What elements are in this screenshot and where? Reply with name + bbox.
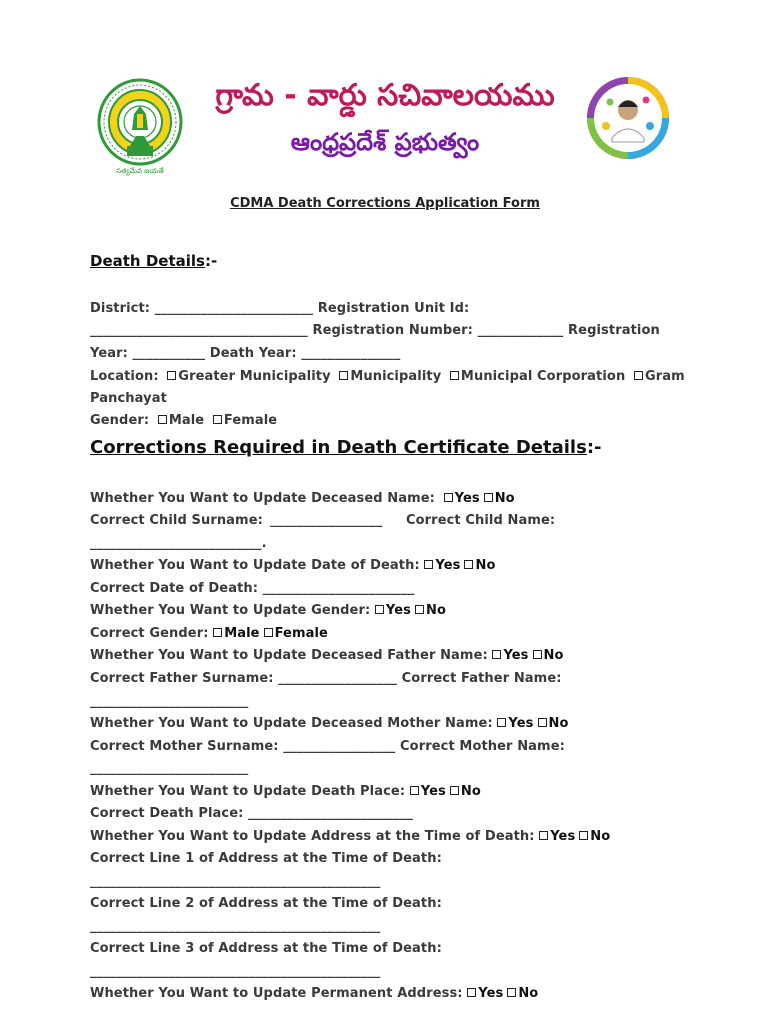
corrections-heading-suffix: :- [586, 437, 602, 458]
death-place-yes-label: Yes [420, 784, 446, 799]
question-date-of-death-text: Whether You Want to Update Date of Death: [90, 558, 420, 573]
address-line2-label: Correct Line 2 of Address at the Time of Death: [90, 896, 442, 911]
registration-word: Registration [568, 323, 660, 338]
location-row [90, 369, 685, 384]
year-row [90, 346, 400, 361]
location-checkbox-greater-municipality[interactable] [167, 371, 176, 380]
address-no-label: No [590, 829, 611, 844]
question-death-place-text: Whether You Want to Update Death Place: [90, 784, 406, 799]
question-father-name [90, 648, 564, 663]
question-mother-name-text: Whether You Want to Update Deceased Mother Name: [90, 716, 493, 731]
death-details-heading-suffix: :- [204, 252, 218, 270]
mother-name-row [90, 739, 565, 754]
gender-option-male: Male [168, 413, 205, 428]
mother-name-yes-checkbox[interactable] [497, 718, 506, 727]
correct-gender-female-checkbox[interactable] [264, 628, 273, 637]
correct-gender-male-label: Male [224, 626, 260, 641]
child-surname-label: Correct Child Surname: [90, 513, 263, 528]
address-line2-field[interactable]: ____________________________________________ [90, 919, 381, 934]
location-option-municipal-corporation: Municipal Corporation [460, 369, 626, 384]
correct-mother-name-field[interactable]: ________________________ [90, 761, 249, 776]
address-no-checkbox[interactable] [579, 831, 588, 840]
child-name-label: Correct Child Name: [406, 513, 556, 528]
father-name-yes-checkbox[interactable] [492, 650, 501, 659]
location-label: Location: [90, 369, 159, 384]
date-of-death-no-checkbox[interactable] [464, 560, 473, 569]
question-gender [90, 603, 446, 618]
correct-gender-female-label: Female [274, 626, 328, 641]
death-details-heading-text: Death Details [90, 252, 205, 270]
correct-mother-name-label: Correct Mother Name: [400, 739, 565, 754]
address-yes-label: Yes [550, 829, 576, 844]
location-option-greater-municipality: Greater Municipality [178, 369, 331, 384]
registration-unit-line[interactable]: _________________________________ [90, 323, 308, 338]
question-deceased-name [90, 491, 515, 506]
death-place-yes-checkbox[interactable] [410, 786, 419, 795]
date-of-death-yes-checkbox[interactable] [424, 560, 433, 569]
question-gender-text: Whether You Want to Update Gender: [90, 603, 371, 618]
registration-unit-label[interactable]: Registration Unit Id: [317, 301, 470, 316]
correct-death-place-field[interactable]: Correct Death Place: _________________________ [90, 806, 414, 821]
address-line1-field[interactable]: ____________________________________________ [90, 874, 381, 889]
gender-option-female: Female [223, 413, 278, 428]
district-row [90, 301, 469, 316]
seal-caption: సత్యమేవ జయతే [116, 167, 164, 175]
correct-father-name-label: Correct Father Name: [401, 671, 562, 686]
question-deceased-name-text: Whether You Want to Update Deceased Name: [90, 491, 435, 506]
correct-mother-surname-field[interactable]: Correct Mother Surname: _________________ [90, 739, 396, 754]
year-label[interactable]: Year: ___________ [90, 346, 206, 361]
deceased-name-yes-checkbox[interactable] [444, 493, 453, 502]
location-option-municipality: Municipality [350, 369, 442, 384]
correct-gender-male-checkbox[interactable] [213, 628, 222, 637]
death-details-heading [90, 252, 217, 270]
location-checkbox-gram-panchayat[interactable] [634, 371, 643, 380]
ap-state-seal-logo [96, 74, 184, 182]
form-title: CDMA Death Corrections Application Form [230, 196, 540, 211]
permanent-address-no-checkbox[interactable] [507, 988, 516, 997]
gender-label: Gender: [90, 413, 150, 428]
header-title-telugu: గ్రామ - వార్డు సచివాలయము [215, 78, 555, 113]
mother-name-yes-label: Yes [508, 716, 534, 731]
deceased-name-yes-label: Yes [454, 491, 480, 506]
correct-father-surname-field[interactable]: Correct Father Surname: __________________ [90, 671, 398, 686]
gender-update-yes-label: Yes [385, 603, 411, 618]
district-label[interactable]: District: ________________________ [90, 301, 314, 316]
correct-gender-row [90, 626, 328, 641]
location-checkbox-municipal-corporation[interactable] [450, 371, 459, 380]
permanent-address-yes-label: Yes [478, 986, 504, 1001]
question-permanent-address [90, 986, 538, 1001]
navasakam-circle-logo [586, 76, 670, 164]
permanent-address-no-label: No [518, 986, 539, 1001]
question-death-place [90, 784, 481, 799]
question-address [90, 829, 610, 844]
death-year-label[interactable]: Death Year: _______________ [209, 346, 401, 361]
address-line1-label: Correct Line 1 of Address at the Time of Death: [90, 851, 442, 866]
question-mother-name [90, 716, 569, 731]
gender-update-yes-checkbox[interactable] [375, 605, 384, 614]
date-of-death-yes-label: Yes [435, 558, 461, 573]
corrections-heading-text: Corrections Required in Death Certificate Details [90, 437, 587, 458]
deceased-name-no-label: No [494, 491, 515, 506]
corrections-heading [90, 437, 601, 458]
death-place-no-checkbox[interactable] [450, 786, 459, 795]
location-wrap-line: Panchayat [90, 391, 167, 406]
mother-name-no-label: No [548, 716, 569, 731]
address-line3-field[interactable]: ____________________________________________ [90, 964, 381, 979]
gender-row [90, 413, 277, 428]
header-subtitle-telugu: ఆంధ్రప్రదేశ్ ప్రభుత్వం [290, 128, 480, 156]
location-checkbox-municipality[interactable] [339, 371, 348, 380]
gender-update-no-label: No [425, 603, 446, 618]
deceased-name-no-checkbox[interactable] [484, 493, 493, 502]
permanent-address-yes-checkbox[interactable] [467, 988, 476, 997]
address-yes-checkbox[interactable] [539, 831, 548, 840]
registration-number-row [90, 323, 660, 338]
death-place-no-label: No [460, 784, 481, 799]
gender-checkbox-male[interactable] [158, 415, 167, 424]
father-name-row [90, 671, 562, 686]
correct-gender-label: Correct Gender: [90, 626, 209, 641]
child-surname-field[interactable]: _________________ [270, 513, 383, 528]
father-name-yes-label: Yes [503, 648, 529, 663]
correct-father-name-field[interactable]: ________________________ [90, 694, 249, 709]
correct-date-of-death-field[interactable]: Correct Date of Death: _______________________ [90, 581, 415, 596]
address-line3-label: Correct Line 3 of Address at the Time of Death: [90, 941, 442, 956]
date-of-death-no-label: No [475, 558, 496, 573]
mother-name-no-checkbox[interactable] [538, 718, 547, 727]
father-name-no-checkbox[interactable] [533, 650, 542, 659]
question-father-name-text: Whether You Want to Update Deceased Father Name: [90, 648, 488, 663]
question-date-of-death [90, 558, 496, 573]
question-permanent-address-text: Whether You Want to Update Permanent Address: [90, 986, 463, 1001]
registration-number-label[interactable]: Registration Number: _____________ [312, 323, 564, 338]
location-option-gram: Gram [644, 369, 685, 384]
child-name-field[interactable]: __________________________. [90, 536, 267, 551]
gender-checkbox-female[interactable] [213, 415, 222, 424]
gender-update-no-checkbox[interactable] [415, 605, 424, 614]
father-name-no-label: No [543, 648, 564, 663]
question-address-text: Whether You Want to Update Address at the Time of Death: [90, 829, 535, 844]
